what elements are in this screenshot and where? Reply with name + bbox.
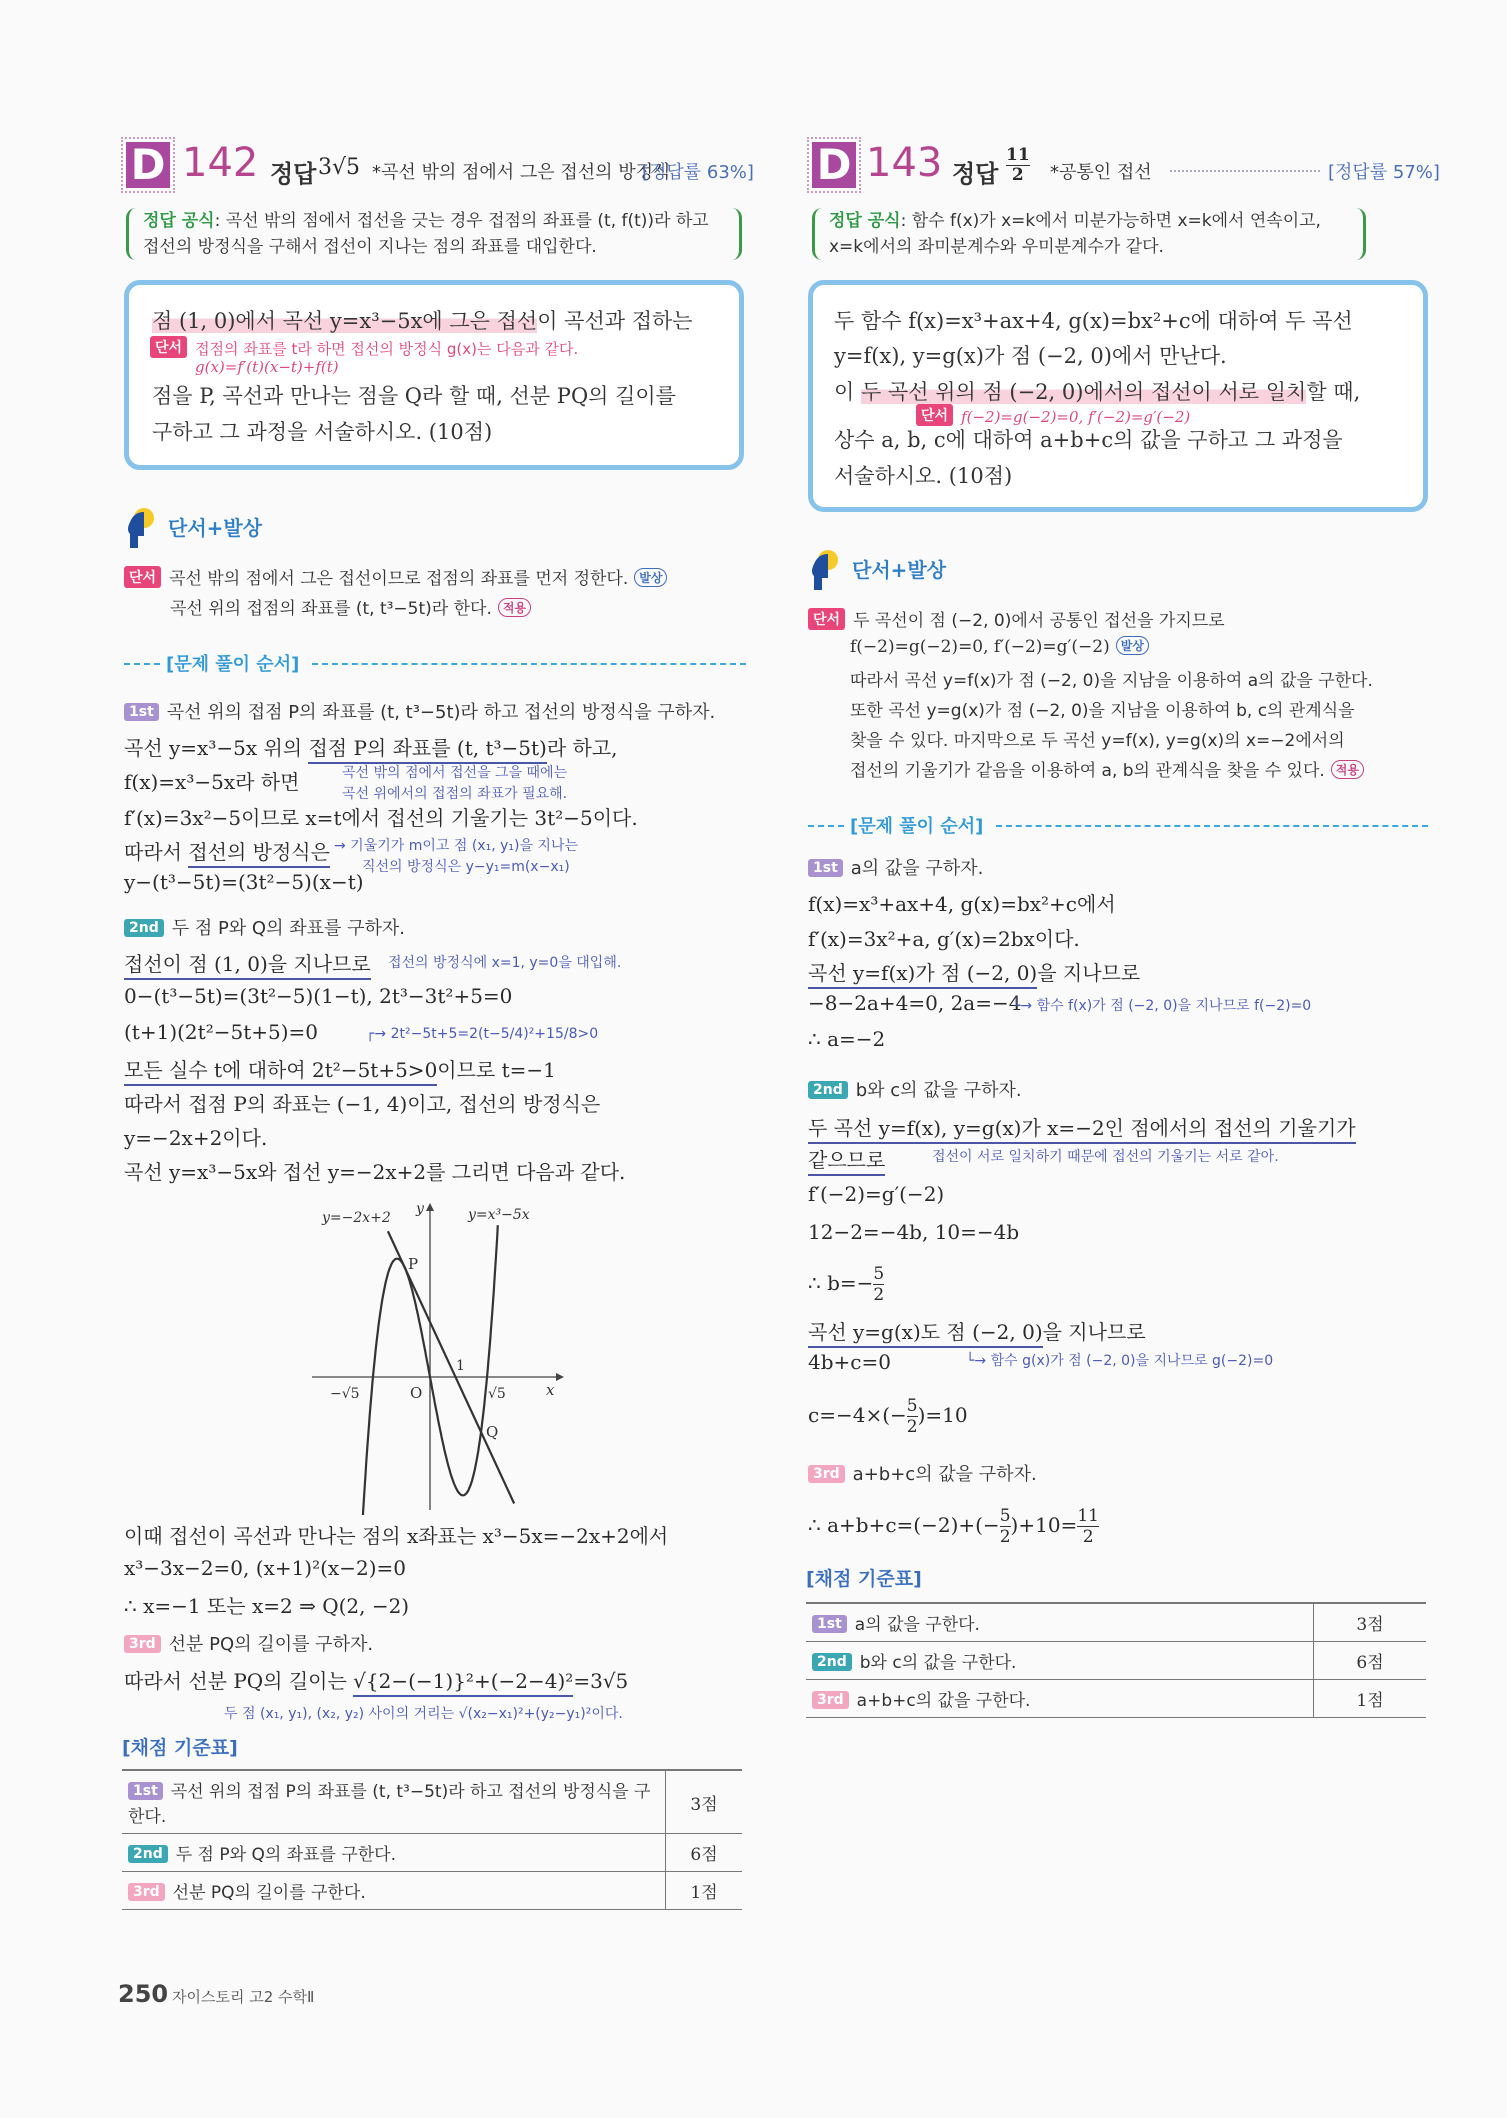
solution-line: 두 곡선 y=f(x), y=g(x)가 x=−2인 점에서의 접선의 기울기가 — [808, 1112, 1356, 1141]
problem-hint: 단서 f(−2)=g(−2)=0, f′(−2)=g′(−2) — [916, 404, 1190, 426]
table-row: 3rd 선분 PQ의 길이를 구한다. 1점 — [122, 1872, 742, 1910]
origin-label: O — [410, 1384, 423, 1402]
correct-rate: [정답률 63%] — [642, 162, 754, 183]
cubic-tangent-graph — [300, 1185, 580, 1515]
book-title: 자이스토리 고2 수학Ⅱ — [172, 1988, 315, 2006]
solution-line: y=−2x+2이다. — [124, 1126, 268, 1150]
hint-line: 따라서 곡선 y=f(x)가 점 (−2, 0)을 지남을 이용하여 a의 값을 구한다. — [850, 671, 1373, 691]
answer-formula: 정답 공식: 함수 f(x)가 x=k에서 미분가능하면 x=k에서 연속이고, x=k에서의 좌미분계수와 우미분계수가 같다. — [812, 208, 1366, 260]
table-row: 2nd 두 점 P와 Q의 좌표를 구한다. 6점 — [122, 1834, 742, 1872]
hint-line: 접선의 기울기가 같음을 이용하여 a, b의 관계식을 찾을 수 있다. 적용 — [850, 756, 1364, 781]
page-number: 250 — [118, 1980, 169, 2008]
solution-line: f(x)=x³+ax+4, g(x)=bx²+c에서 — [808, 892, 1116, 916]
solution-line: ∴ a=−2 — [808, 1027, 886, 1051]
answer-fraction: 11 2 — [1006, 145, 1030, 185]
formula-label: 정답 공식 — [829, 211, 901, 231]
solution-line: −8−2a+4=0, 2a=−4 — [808, 991, 1022, 1015]
divider — [808, 825, 844, 827]
problem-line: 점 (1, 0)에서 곡선 y=x³−5x에 그은 접선이 곡선과 접하는 — [152, 309, 693, 333]
solution-line: 곡선 y=g(x)도 점 (−2, 0)을 지나므로 — [808, 1316, 1146, 1345]
solution-line: 따라서 선분 PQ의 길이는 √{2−(−1)}²+(−2−4)²=3√5 — [124, 1665, 628, 1694]
hint-line: 단서 두 곡선이 점 (−2, 0)에서 공통인 접선을 가지므로 — [808, 606, 1225, 631]
solution-line: ∴ x=−1 또는 x=2 ⇒ Q(2, −2) — [124, 1594, 410, 1618]
problem-line: 이 두 곡선 위의 점 (−2, 0)에서의 접선이 서로 일치할 때, — [834, 380, 1361, 404]
solution-line: f′(−2)=g′(−2) — [808, 1182, 945, 1206]
criteria-title: [채점 기준표] — [806, 1568, 922, 1590]
solution-line: c=−4×(− $\frac{5}{2}$ )=10 — [808, 1396, 968, 1437]
divider — [996, 825, 1428, 827]
problem-line: y=f(x), y=g(x)가 점 (−2, 0)에서 만난다. — [834, 344, 1227, 368]
annotation: 직선의 방정식은 y−y₁=m(x−x₁) — [362, 859, 570, 875]
problem-topic: *곡선 밖의 점에서 그은 접선의 방정식 — [372, 162, 671, 183]
hint-line: 곡선 위의 접점의 좌표를 (t, t³−5t)라 한다. 적용 — [170, 594, 531, 619]
formula-text: 접선의 방정식을 구해서 접선이 지나는 점의 좌표를 대입한다. — [143, 237, 597, 257]
problem-line: 구하고 그 과정을 서술하시오. (10점) — [152, 420, 493, 444]
curve-label: y=x³−5x — [468, 1207, 530, 1223]
solve-order-title: [문제 풀이 순서] — [850, 816, 984, 837]
point-p-label: P — [408, 1255, 419, 1273]
y-axis-label: y — [416, 1201, 424, 1217]
annotation: 곡선 위에서의 접점의 좌표가 필요해. — [342, 786, 568, 802]
apply-mark: 적용 — [498, 598, 531, 617]
table-row: 1st a의 값을 구한다. 3점 — [806, 1603, 1426, 1642]
hint-line: f(−2)=g(−2)=0, f′(−2)=g′(−2) 발상 — [850, 636, 1149, 657]
solution-line: 따라서 접선의 방정식은 — [124, 836, 330, 865]
step-2-heading: 2nd b와 c의 값을 구하자. — [808, 1076, 1022, 1102]
hint-badge: 단서 — [150, 336, 187, 358]
solve-order-title: [문제 풀이 순서] — [166, 654, 300, 675]
solution-line: y−(t³−5t)=(3t²−5)(x−t) — [124, 870, 364, 894]
table-row: 1st 곡선 위의 접점 P의 좌표를 (t, t³−5t)라 하고 접선의 방정식을 구한다. 3점 — [122, 1770, 742, 1834]
step-1-heading: 1st a의 값을 구하자. — [808, 854, 983, 880]
step-3-heading: 3rd a+b+c의 값을 구하자. — [808, 1460, 1037, 1486]
divider — [312, 663, 746, 665]
neg-root-label: −√5 — [330, 1386, 360, 1402]
annotation: → 기울기가 m이고 점 (x₁, y₁)을 지나는 — [334, 838, 579, 854]
annotation: 접선의 방정식에 x=1, y=0을 대입해. — [388, 955, 622, 971]
hint-idea-title: 단서+발상 — [852, 558, 947, 582]
problem-topic: *공통인 접선 — [1050, 162, 1152, 183]
x-axis-arrow-icon — [556, 1373, 564, 1381]
answer-formula — [126, 208, 742, 260]
lightbulb-head-icon — [124, 506, 158, 548]
hint-idea-title: 단서+발상 — [168, 516, 263, 540]
x-axis-label: x — [546, 1381, 555, 1399]
formula-label: 정답 공식 — [143, 211, 215, 231]
problem-line: 상수 a, b, c에 대하여 a+b+c의 값을 구하고 그 과정을 — [834, 428, 1343, 452]
hint-line: 또한 곡선 y=g(x)가 점 (−2, 0)을 지남을 이용하여 b, c의 관계식을 — [850, 701, 1355, 721]
y-axis-arrow-icon — [426, 1203, 434, 1211]
solution-line: x³−3x−2=0, (x+1)²(x−2)=0 — [124, 1556, 406, 1580]
lightbulb-head-icon — [808, 548, 842, 590]
problem-number: 143 — [866, 140, 943, 186]
divider — [124, 663, 160, 665]
solution-line: 접선이 점 (1, 0)을 지나므로 — [124, 948, 371, 977]
leader-dots — [1170, 170, 1320, 172]
step-2-heading: 2nd 두 점 P와 Q의 좌표를 구하자. — [124, 914, 405, 940]
solution-line: f(x)=x³−5x라 하면 — [124, 770, 300, 794]
problem-hint: 단서 접점의 좌표를 t라 하면 접선의 방정식 g(x)는 다음과 같다. — [150, 336, 578, 359]
answer-label: 정답 — [952, 160, 999, 188]
solution-line: (t+1)(2t²−5t+5)=0 — [124, 1020, 318, 1044]
scoring-table — [122, 1769, 742, 1910]
criteria-title: [채점 기준표] — [122, 1737, 238, 1759]
correct-rate: [정답률 57%] — [1328, 162, 1440, 183]
problem-line: 점을 P, 곡선과 만나는 점을 Q라 할 때, 선분 PQ의 길이를 — [152, 384, 676, 408]
problem-line: 두 함수 f(x)=x³+ax+4, g(x)=bx²+c에 대하여 두 곡선 — [834, 309, 1353, 333]
solution-line: 12−2=−4b, 10=−4b — [808, 1220, 1020, 1244]
solution-line: 4b+c=0 — [808, 1350, 891, 1374]
solution-line: 0−(t³−5t)=(3t²−5)(1−t), 2t³−3t²+5=0 — [124, 984, 513, 1008]
scoring-table — [806, 1602, 1426, 1718]
formula-text: : 곡선 밖의 점에서 접선을 긋는 경우 접점의 좌표를 (t, f(t))라 하고 — [214, 211, 709, 231]
solution-line: ∴ a+b+c=(−2)+(− $\frac{5}{2}$ )+10= $\frac{11}{2}$ — [808, 1506, 1099, 1547]
point-q-label: Q — [486, 1423, 499, 1441]
table-row: 2nd b와 c의 값을 구한다. 6점 — [806, 1642, 1426, 1680]
annotation: 두 점 (x₁, y₁), (x₂, y₂) 사이의 거리는 √(x₂−x₁)²+(y₂−y₁)²이다. — [224, 1706, 623, 1722]
intercept-label: 1 — [456, 1358, 465, 1374]
pos-root-label: √5 — [488, 1386, 506, 1402]
answer-label: 정답 — [270, 160, 317, 188]
hint-line: 찾을 수 있다. 마지막으로 두 곡선 y=f(x), y=g(x)의 x=−2에서의 — [850, 731, 1345, 751]
solution-line: 곡선 y=x³−5x 위의 접점 P의 좌표를 (t, t³−5t)라 하고, — [124, 732, 618, 761]
annotation: ┌→ 2t²−5t+5=2(t−5/4)²+15/8>0 — [366, 1026, 599, 1042]
table-row: 3rd a+b+c의 값을 구한다. 1점 — [806, 1680, 1426, 1718]
tangent-line-label: y=−2x+2 — [322, 1210, 391, 1226]
step-1-heading: 1st 곡선 위의 접점 P의 좌표를 (t, t³−5t)라 하고 접선의 방정식을 구하자. — [124, 698, 715, 724]
solution-line: 모든 실수 t에 대하여 2t²−5t+5>0이므로 t=−1 — [124, 1054, 556, 1083]
problem-level-badge: D — [126, 142, 170, 188]
problem-hint-formula: g(x)=f′(t)(x−t)+f(t) — [195, 358, 339, 376]
problem-level-badge: D — [812, 142, 856, 188]
annotation: └→ 함수 f(x)가 점 (−2, 0)을 지나므로 f(−2)=0 — [1012, 998, 1312, 1014]
idea-mark: 발상 — [634, 568, 667, 587]
solution-line: 같으므로 — [808, 1144, 885, 1173]
annotation: └→ 함수 g(x)가 점 (−2, 0)을 지나므로 g(−2)=0 — [966, 1353, 1274, 1369]
solution-line: 이때 접선이 곡선과 만나는 점의 x좌표는 x³−5x=−2x+2에서 — [124, 1524, 669, 1548]
hint-line: 단서 곡선 밖의 점에서 그은 접선이므로 접점의 좌표를 먼저 정한다. 발상 — [124, 564, 667, 589]
solution-line: 곡선 y=x³−5x와 접선 y=−2x+2를 그리면 다음과 같다. — [124, 1160, 626, 1184]
solution-line: 곡선 y=f(x)가 점 (−2, 0)을 지나므로 — [808, 957, 1140, 986]
solution-line: ∴ b=− $\frac{5}{2}$ — [808, 1264, 885, 1305]
annotation: 접선이 서로 일치하기 때문에 접선의 기울기는 서로 같아. — [932, 1149, 1279, 1165]
solution-line: f′(x)=3x²−5이므로 x=t에서 접선의 기울기는 3t²−5이다. — [124, 806, 638, 830]
solution-line: f′(x)=3x²+a, g′(x)=2bx이다. — [808, 927, 1080, 951]
problem-number: 142 — [182, 140, 259, 186]
step-3-heading: 3rd 선분 PQ의 길이를 구하자. — [124, 1630, 373, 1656]
solution-line: 따라서 접점 P의 좌표는 (−1, 4)이고, 접선의 방정식은 — [124, 1092, 601, 1116]
annotation: 곡선 밖의 점에서 접선을 그을 때에는 — [342, 765, 568, 781]
problem-line: 서술하시오. (10점) — [834, 464, 1013, 488]
answer-value: 3√5 — [318, 155, 361, 180]
